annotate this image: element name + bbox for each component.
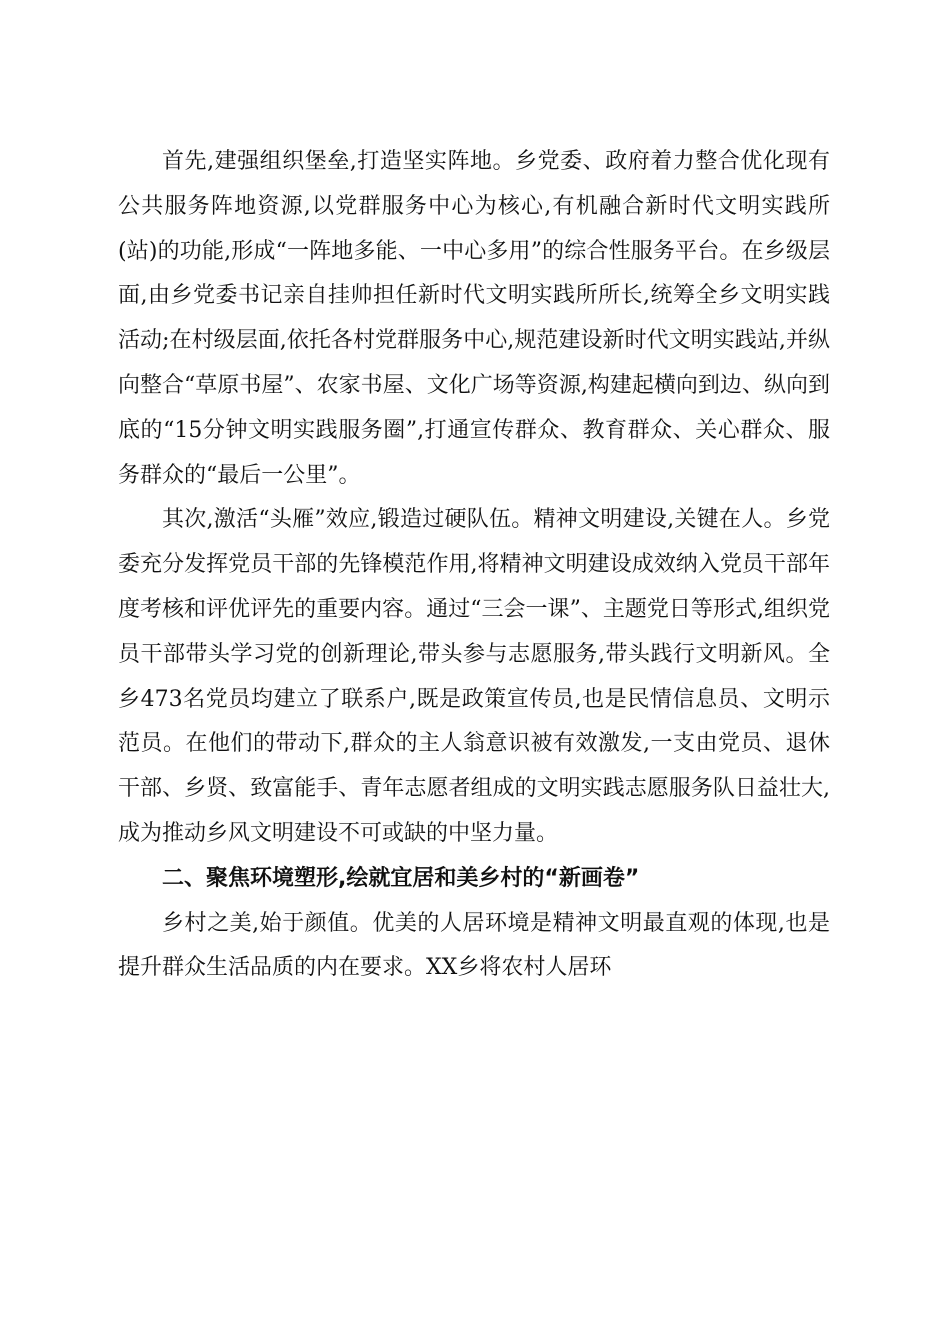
paragraph-team: 其次,激活“头雁”效应,锻造过硬队伍。精神文明建设,关键在人。乡党委充分发挥党员干部的先锋模范作用,将精神文明建设成效纳入党员干部年度考核和评优评先的重要内容。通过“三会一课”、主题党日等形式,组织党员干部带头学习党的创新理论,带头参与志愿服务,带头践行文明新风。全乡473名党员均建立了联系户,既是政策宣传员,也是民情信息员、文明示范员。在他们的带动下,群众的主人翁意识被有效激发,一支由党员、退休干部、乡贤、致富能手、青年志愿者组成的文明实践志愿服务队日益壮大,成为推动乡风文明建设不可或缺的中坚力量。 xyxy=(118,507,830,846)
paragraph-environment: 乡村之美,始于颜值。优美的人居环境是精神文明最直观的体现,也是提升群众生活品质的内在要求。XX乡将农村人居环 xyxy=(118,910,830,981)
paragraph-organization: 首先,建强组织堡垒,打造坚实阵地。乡党委、政府着力整合优化现有公共服务阵地资源,以党群服务中心为核心,有机融合新时代文明实践所(站)的功能,形成“一阵地多能、一中心多用”的综合性服务平台。在乡级层面,由乡党委书记亲自挂帅担任新时代文明实践所所长,统筹全乡文明实践活动;在村级层面,依托各村党群服务中心,规范建设新时代文明实践站,并纵向整合“草原书屋”、农家书屋、文化广场等资源,构建起横向到边、纵向到底的“15分钟文明实践服务圈”,打通宣传群众、教育群众、关心群众、服务群众的“最后一公里”。 xyxy=(118,149,830,488)
section-heading: 二、聚焦环境塑形,绘就宜居和美乡村的“新画卷” xyxy=(162,865,640,891)
document-body xyxy=(118,140,830,991)
